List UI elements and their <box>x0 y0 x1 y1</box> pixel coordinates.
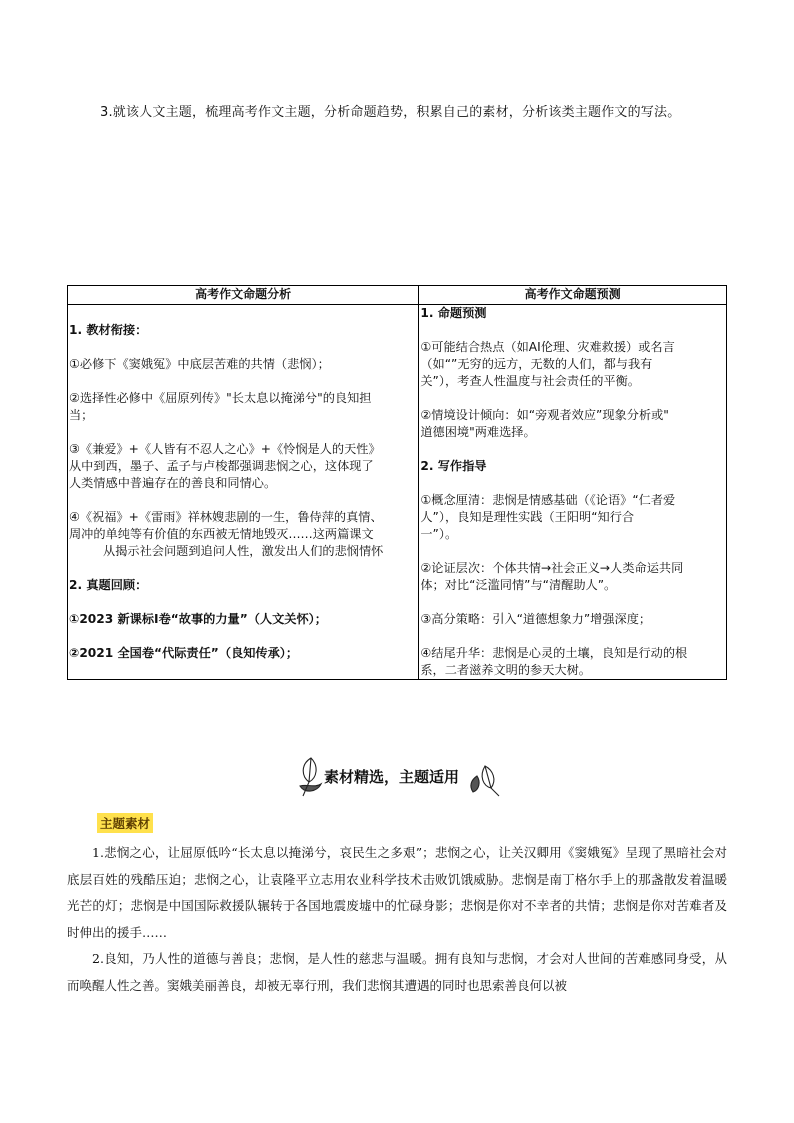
right-para-1-line-1: ①可能结合热点（如AI伦理、灾难救援）或名言 <box>420 340 675 354</box>
right-para-2-line-2: 道德困境"两难选择。 <box>420 425 536 439</box>
right-heading-2: 2. 写作指导 <box>420 459 487 473</box>
right-para-1-line-3: 关”），考查人性温度与社会责任的平衡。 <box>420 374 640 388</box>
analysis-table <box>67 285 727 680</box>
right-para-4-line-1: ②论证层次：个体共情→社会正义→人类命运共同 <box>420 561 684 575</box>
left-item-4-line-3: 从揭示社会问题到追问人性，激发出人们的悲悯情怀 <box>103 544 384 558</box>
intro-text: 3.就该人文主题，梳理高考作文主题，分析命题趋势，积累自己的素材，分析该类主题作文的写法。 <box>100 105 681 120</box>
left-item-5: ①2023 新课标Ⅰ卷“故事的力量”（人文关怀）； <box>69 612 327 626</box>
left-item-3-line-1: ③《兼爱》+《人皆有不忍人之心》+《怜悯是人的天性》 <box>69 442 381 456</box>
left-item-1: ①必修下《窦娥冤》中底层苦难的共情（悲悯）； <box>69 357 330 371</box>
left-item-6: ②2021 全国卷“代际责任”（良知传承）； <box>69 646 299 660</box>
right-para-4-line-2: 体；对比“泛滥同情”与“清醒助人”。 <box>420 578 617 592</box>
table-header-row <box>68 286 727 305</box>
material-paragraph-2: 2.良知，乃人性的道德与善良；悲悯，是人性的慈悲与温暖。拥有良知与悲悯，才会对人世间的苦难感同身受，从而唤醒人性之善。窦娥美丽善良，却被无辜行刑，我们悲悯其遭遇的同时也思索善良何以被 <box>67 951 727 993</box>
section-title: 素材精选，主题适用 <box>324 768 460 786</box>
material-paragraph-1: 1.悲悯之心，让屈原低吟“长太息以掩涕兮，哀民生之多艰”；悲悯之心，让关汉卿用《窦娥冤》呈现了黑暗社会对底层百姓的残酷压迫；悲悯之心，让袁隆平立志用农业科学技术击败饥饿威胁。悲悯是南丁格尔手上的那盏散发着温暖光芒的灯；悲悯是中国国际救援队辗转于各国地震废墟中的忙碌身影；悲悯是你对不幸者的共情；悲悯是你对苦难者及时伸出的援手…… <box>67 845 727 940</box>
right-para-1-line-2: （如“”无穷的远方，无数的人们，都与我有 <box>420 357 653 371</box>
left-item-3-line-2: 从中到西，墨子、孟子与卢梭都强调悲悯之心，这体现了 <box>69 459 374 473</box>
theme-material-tag: 主题素材 <box>97 813 153 833</box>
left-item-4-line-2: 周冲的单纯等有价值的东西被无情地毁灭……这两篇课文 <box>69 527 374 541</box>
table-body-row <box>68 305 727 680</box>
right-para-3-line-3: 一”）。 <box>420 527 458 541</box>
left-cell <box>68 305 419 680</box>
right-para-6-line-2: 系，二者滋养文明的参天大树。 <box>420 663 591 677</box>
right-column-header: 高考作文命题预测 <box>419 286 727 305</box>
right-leaf-ornament-icon <box>471 766 499 796</box>
left-heading-2: 2. 真题回顾： <box>69 578 148 592</box>
left-leaf-ornament-icon <box>300 758 321 796</box>
right-para-2-line-1: ②情境设计倾向：如“旁观者效应”现象分析或" <box>420 408 669 422</box>
left-column-header: 高考作文命题分析 <box>68 286 419 305</box>
right-para-3-line-1: ①概念厘清：悲悯是情感基础（《论语》“仁者爱 <box>420 493 676 507</box>
right-cell <box>419 305 727 680</box>
left-item-2-line-2: 当； <box>69 408 94 422</box>
right-para-6-line-1: ④结尾升华：悲悯是心灵的土壤，良知是行动的根 <box>420 646 688 660</box>
left-item-2-line-1: ②选择性必修中《屈原列传》"长太息以掩涕兮"的良知担 <box>69 391 372 405</box>
right-para-3-line-2: 人”），良知是理性实践（王阳明“知行合 <box>420 510 635 524</box>
left-item-3-line-3: 人类情感中普遍存在的善良和同情心。 <box>69 476 277 490</box>
left-heading-1: 1. 教材衔接： <box>69 323 148 337</box>
right-heading-1: 1. 命题预测 <box>420 306 487 320</box>
left-item-4-line-1: ④《祝福》+《雷雨》祥林嫂悲剧的一生，鲁侍萍的真情、 <box>69 510 383 524</box>
right-para-5: ③高分策略：引入“道德想象力”增强深度； <box>420 612 652 626</box>
